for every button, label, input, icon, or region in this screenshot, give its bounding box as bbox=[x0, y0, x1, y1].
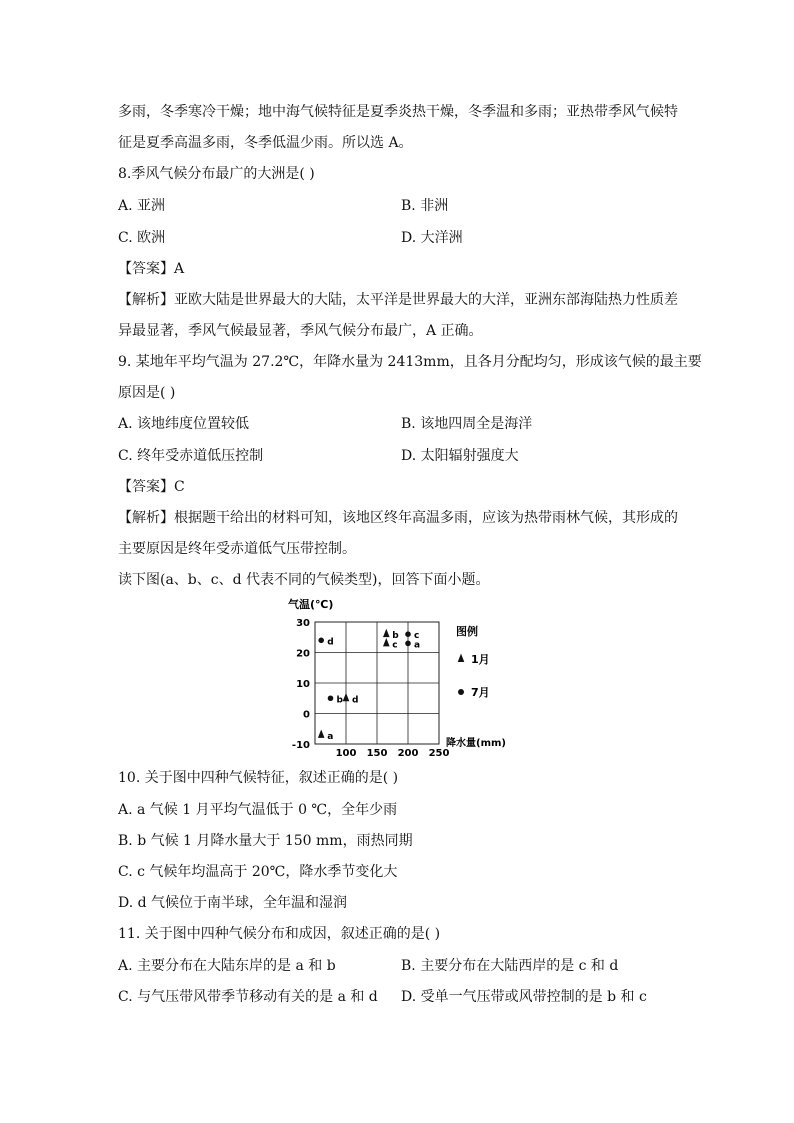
question-9-analysis-line-2: 主要原因是终年受赤道低气压带控制。 bbox=[118, 541, 356, 557]
question-9-stem-line-1: 9. 某地年平均气温为 27.2℃，年降水量为 2413mm，且各月分配均匀，形成该气候的最主要 bbox=[118, 354, 702, 370]
question-9-option-b: B. 该地四周全是海洋 bbox=[401, 416, 533, 432]
question-10-option-a: A. a 气候 1 月平均气温低于 0 ℃，全年少雨 bbox=[118, 802, 398, 818]
question-9-answer: 【答案】C bbox=[118, 479, 185, 495]
data-point-label-b: b bbox=[336, 695, 343, 706]
legend-circle-icon bbox=[458, 689, 464, 695]
figure-intro: 读下图(a、b、c、d 代表不同的气候类型)，回答下面小题。 bbox=[118, 572, 490, 588]
legend-title: 图例 bbox=[456, 625, 478, 638]
question-9-option-c: C. 终年受赤道低压控制 bbox=[118, 448, 264, 464]
question-10-option-c: C. c 气候年均温高于 20℃，降水季节变化大 bbox=[118, 864, 398, 880]
y-tick-label: 20 bbox=[296, 648, 310, 660]
question-11-option-c: C. 与气压带风带季节移动有关的是 a 和 d bbox=[118, 989, 378, 1005]
question-8-option-b: B. 非洲 bbox=[401, 198, 449, 214]
question-9-option-d: D. 太阳辐射强度大 bbox=[401, 448, 519, 464]
question-9-analysis-line-1: 【解析】根据题干给出的材料可知，该地区终年高温多雨，应该为热带雨林气候，其形成的 bbox=[118, 510, 678, 526]
x-tick-label: 150 bbox=[366, 748, 388, 757]
y-axis-ticks bbox=[292, 618, 310, 751]
question-10-stem: 10. 关于图中四种气候特征，叙述正确的是( ) bbox=[118, 770, 399, 786]
data-point-triangle-c bbox=[383, 638, 390, 646]
data-point-label-d: d bbox=[352, 695, 359, 706]
data-point-label-a: a bbox=[414, 640, 421, 651]
question-8-option-c: C. 欧洲 bbox=[118, 230, 166, 246]
question-11-stem: 11. 关于图中四种气候分布和成因，叙述正确的是( ) bbox=[118, 926, 441, 942]
legend-triangle-icon bbox=[458, 654, 465, 662]
question-8-option-a: A. 亚洲 bbox=[118, 198, 166, 214]
question-11-option-a: A. 主要分布在大陆东岸的是 a 和 b bbox=[118, 958, 336, 974]
data-point-label-c: c bbox=[414, 631, 420, 642]
x-tick-label: 200 bbox=[397, 748, 419, 757]
data-point-circle-a bbox=[405, 641, 411, 647]
x-axis-ticks bbox=[336, 748, 450, 757]
question-11-option-d: D. 受单一气压带或风带控制的是 b 和 c bbox=[401, 989, 647, 1005]
question-11-option-b: B. 主要分布在大陆西岸的是 c 和 d bbox=[401, 958, 619, 974]
question-8-stem: 8.季风气候分布最广的大洲是( ) bbox=[118, 166, 315, 182]
prev-analysis-line-1: 多雨，冬季寒冷干燥；地中海气候特征是夏季炎热干燥，冬季温和多雨；亚热带季风气候特 bbox=[118, 104, 678, 120]
legend-label: 7月 bbox=[471, 686, 490, 699]
data-point-triangle-b bbox=[383, 629, 390, 637]
data-point-triangle-a bbox=[318, 729, 325, 737]
y-axis-label: 气温(℃) bbox=[288, 598, 334, 611]
y-tick-label: 30 bbox=[296, 618, 310, 629]
question-8-answer: 【答案】A bbox=[118, 261, 185, 277]
question-8-analysis-line-2: 异最显著，季风气候最显著，季风气候分布最广，A 正确。 bbox=[118, 323, 483, 339]
question-9-option-a: A. 该地纬度位置较低 bbox=[118, 416, 250, 432]
question-10-option-b: B. b 气候 1 月降水量大于 150 mm，雨热同期 bbox=[118, 833, 413, 849]
question-9-stem-line-2: 原因是( ) bbox=[118, 385, 176, 401]
data-point-circle-b bbox=[328, 695, 334, 701]
prev-analysis-line-2: 征是夏季高温多雨，冬季低温少雨。所以选 A。 bbox=[118, 135, 413, 151]
chart-marks bbox=[318, 629, 420, 742]
data-point-triangle-d bbox=[343, 693, 350, 701]
legend bbox=[456, 624, 490, 699]
y-tick-label: 10 bbox=[296, 679, 310, 690]
question-8-option-d: D. 大洋洲 bbox=[401, 230, 463, 246]
data-point-circle-d bbox=[318, 638, 324, 644]
question-8-analysis-line-1: 【解析】亚欧大陆是世界最大的大陆，太平洋是世界最大的大洋，亚洲东部海陆热力性质差 bbox=[118, 292, 678, 308]
x-axis-label: 降水量(mm) bbox=[446, 738, 506, 749]
data-point-label-a: a bbox=[327, 731, 334, 742]
y-tick-label: -10 bbox=[291, 740, 310, 751]
x-tick-label: 100 bbox=[335, 748, 357, 757]
climate-chart bbox=[286, 595, 516, 757]
data-point-label-c: c bbox=[392, 640, 398, 651]
legend-label: 1月 bbox=[471, 653, 490, 666]
question-10-option-d: D. d 气候位于南半球，全年温和湿润 bbox=[118, 895, 348, 911]
data-point-label-b: b bbox=[392, 631, 399, 642]
y-tick-label: 0 bbox=[303, 709, 310, 721]
x-tick-label: 250 bbox=[428, 748, 450, 757]
data-point-circle-c bbox=[405, 631, 411, 637]
data-point-label-d: d bbox=[327, 637, 334, 648]
